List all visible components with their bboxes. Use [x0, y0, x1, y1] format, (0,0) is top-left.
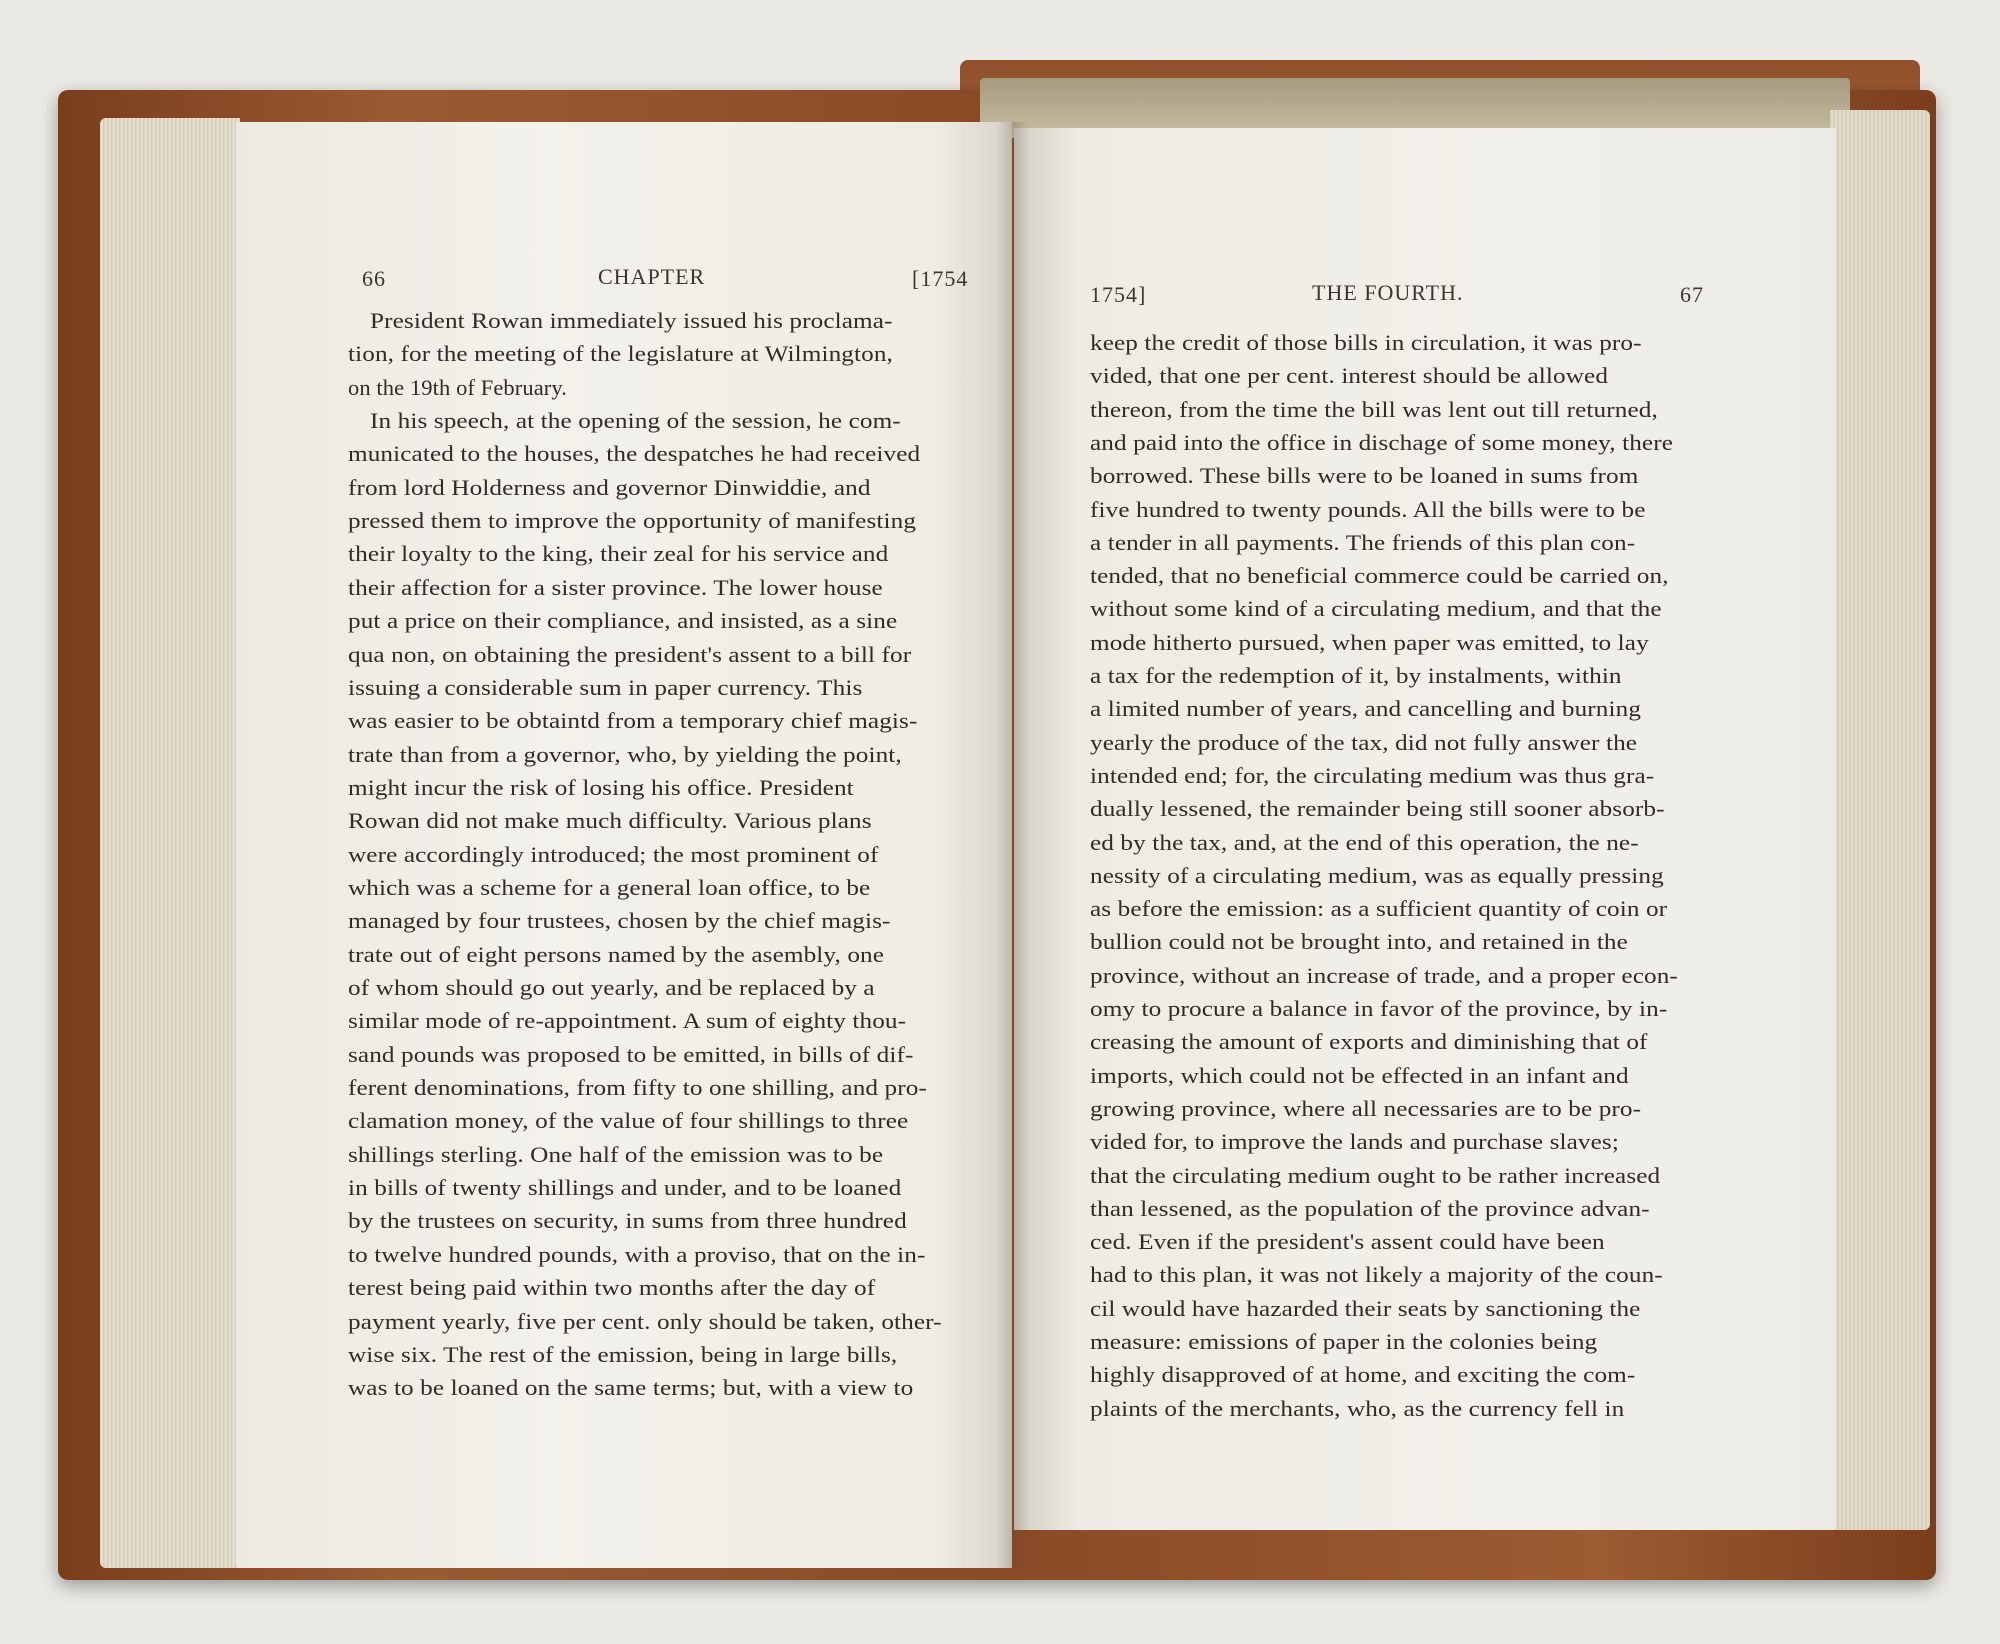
left_page-line: was to be loaned on the same terms; but, with a view to	[348, 1375, 914, 1401]
left_page-line: in bills of twenty shillings and under, and to be loaned	[348, 1175, 902, 1201]
left-page-number: 66	[362, 266, 386, 291]
right_page-line: a tax for the redemption of it, by instalments, within	[1090, 663, 1622, 688]
right_page-line: than lessened, as the population of the province advan-	[1090, 1195, 1650, 1221]
right_page-line: had to this plan, it was not likely a majority of the coun-	[1090, 1262, 1663, 1288]
right-header-year: 1754]	[1090, 282, 1147, 307]
right_page-line: bullion could not be brought into, and retained in the	[1090, 929, 1628, 955]
left_page-line: on the 19th of February.	[348, 374, 568, 400]
left_page-line: shillings sterling. One half of the emission was to be	[348, 1141, 884, 1167]
left_page-line: from lord Holderness and governor Dinwiddie, and	[348, 474, 871, 500]
left_page-line: to twelve hundred pounds, with a proviso, that on the in-	[348, 1241, 926, 1267]
right_page-line: a tender in all payments. The friends of this plan con-	[1090, 529, 1636, 555]
left_page-line: by the trustees on security, in sums from three hundred	[348, 1208, 907, 1234]
left_page-line: put a price on their compliance, and insisted, as a sine	[348, 608, 898, 634]
left_page-line: might incur the risk of losing his office. President	[348, 774, 854, 800]
left_page-line: ferent denominations, from fifty to one shilling, and pro-	[348, 1075, 927, 1101]
right-running-head: THE FOURTH.	[1312, 280, 1464, 305]
right_page-line: mode hitherto pursued, when paper was emitted, to lay	[1090, 629, 1649, 655]
right_page-line: cil would have hazarded their seats by sanctioning the	[1090, 1295, 1641, 1321]
book-gutter	[996, 122, 1030, 1568]
left_page-line: clamation money, of the value of four shillings to three	[348, 1108, 909, 1134]
left_page-line: payment yearly, five per cent. only should be taken, other-	[348, 1308, 942, 1334]
left-header-year: [1754	[912, 266, 969, 291]
right_page-line: measure: emissions of paper in the colonies being	[1090, 1329, 1598, 1354]
right_page-line: borrowed. These bills were to be loaned in sums from	[1090, 463, 1639, 489]
left_page-line: municated to the houses, the despatches he had received	[348, 441, 921, 467]
right_page-line: keep the credit of those bills in circulation, it was pro-	[1090, 330, 1642, 355]
left_page-line: issuing a considerable sum in paper currency. This	[348, 674, 863, 700]
right_page-line: province, without an increase of trade, and a proper econ-	[1090, 962, 1678, 988]
right_page-line: that the circulating medium ought to be rather increased	[1090, 1162, 1661, 1188]
right_page-line: creasing the amount of exports and diminishing that of	[1090, 1029, 1648, 1055]
right_page-line: without some kind of a circulating medium, and that the	[1090, 596, 1662, 622]
left_page-line: of whom should go out yearly, and be replaced by a	[348, 975, 875, 1000]
right_page-line: intended end; for, the circulating medium was thus gra-	[1090, 762, 1655, 788]
page-block-right-edge	[1830, 110, 1930, 1530]
left_page-line: which was a scheme for a general loan office, to be	[348, 874, 871, 900]
right_page-line: tended, that no beneficial commerce could be carried on,	[1090, 563, 1669, 589]
left_page-line: their loyalty to the king, their zeal for his service and	[348, 541, 889, 567]
right_page-line: a limited number of years, and cancelling and burning	[1090, 696, 1642, 722]
left_page-line: managed by four trustees, chosen by the chief magis-	[348, 908, 891, 934]
right_page-line: yearly the produce of the tax, did not fully answer the	[1090, 729, 1638, 755]
left_page-line: In his speech, at the opening of the session, he com-	[370, 408, 901, 434]
left_page-line: terest being paid within two months after the day of	[348, 1275, 876, 1301]
left-running-head: CHAPTER	[598, 264, 706, 289]
left_page-line: similar mode of re-appointment. A sum of eighty thou-	[348, 1008, 907, 1034]
right_page-line: as before the emission: as a sufficient quantity of coin or	[1090, 896, 1668, 922]
right_page-line: thereon, from the time the bill was lent out till returned,	[1090, 396, 1658, 422]
left_page-line: were accordingly introduced; the most prominent of	[348, 841, 879, 867]
right_page-line: dually lessened, the remainder being still sooner absorb-	[1090, 796, 1665, 822]
page-block-left-edge	[100, 118, 240, 1568]
right_page-line: nessity of a circulating medium, was as equally pressing	[1090, 862, 1664, 888]
left_page-line: was easier to be obtaintd from a temporary chief magis-	[348, 708, 918, 734]
right_page-line: ced. Even if the president's assent could have been	[1090, 1229, 1605, 1255]
right_page-line: plaints of the merchants, who, as the currency fell in	[1090, 1395, 1625, 1421]
left_page-line: qua non, on obtaining the president's assent to a bill for	[348, 641, 912, 667]
right_page-line: vided, that one per cent. interest should be allowed	[1090, 363, 1609, 389]
right_page-line: omy to procure a balance in favor of the province, by in-	[1090, 996, 1668, 1021]
left_page-line: pressed them to improve the opportunity of manifesting	[348, 508, 917, 534]
right_page-line: ed by the tax, and, at the end of this operation, the ne-	[1090, 829, 1639, 855]
right_page-line: and paid into the office in dischage of some money, there	[1090, 429, 1674, 455]
right_page-line: imports, which could not be effected in an infant and	[1090, 1062, 1629, 1088]
left_page-line: President Rowan immediately issued his proclama-	[370, 308, 893, 333]
left_page-line: trate out of eight persons named by the asembly, one	[348, 941, 885, 967]
left_page-line: Rowan did not make much difficulty. Various plans	[348, 808, 872, 834]
left_page-line: wise six. The rest of the emission, being in large bills,	[348, 1341, 898, 1367]
right-page-number: 67	[1680, 282, 1704, 307]
left_page-line: tion, for the meeting of the legislature at Wilmington,	[348, 341, 893, 367]
right_page-line: vided for, to improve the lands and purchase slaves;	[1090, 1129, 1619, 1155]
right_page-line: five hundred to twenty pounds. All the bills were to be	[1090, 496, 1646, 522]
right_page-line: highly disapproved of at home, and exciting the com-	[1090, 1362, 1636, 1388]
left_page-line: trate than from a governor, who, by yielding the point,	[348, 741, 902, 767]
right_page-line: growing province, where all necessaries are to be pro-	[1090, 1095, 1642, 1121]
left_page-line: their affection for a sister province. The lower house	[348, 574, 883, 600]
left_page-line: sand pounds was proposed to be emitted, in bills of dif-	[348, 1041, 914, 1067]
